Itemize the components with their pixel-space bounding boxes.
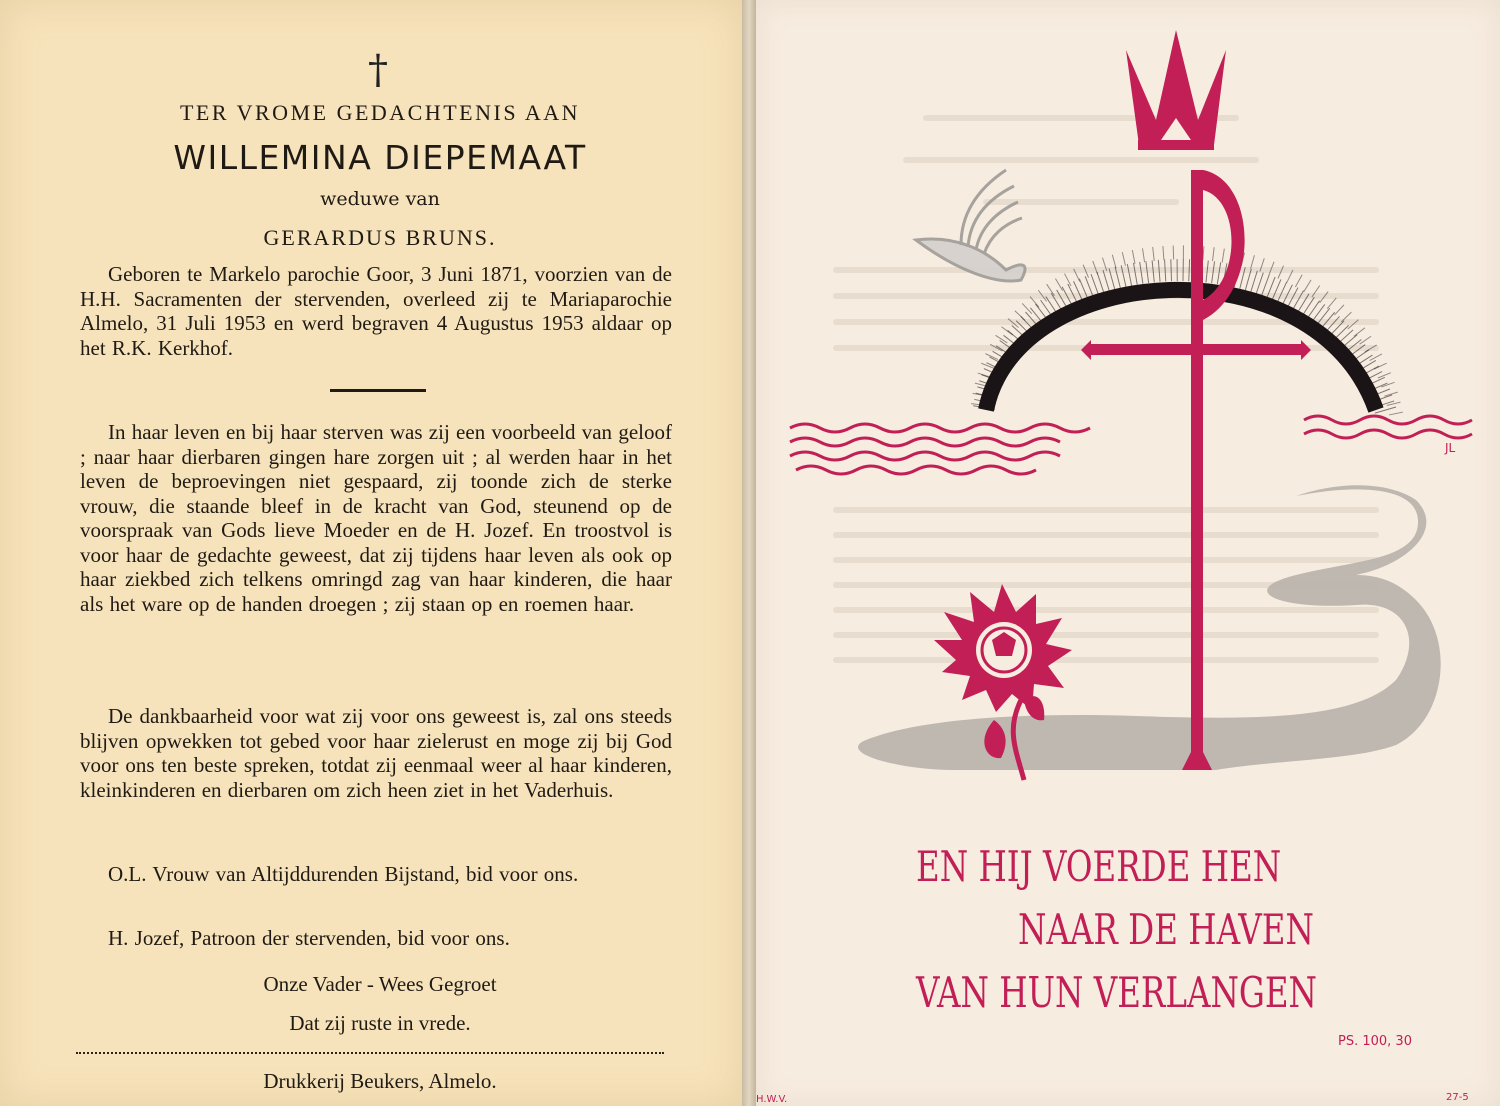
dotted-arch bbox=[978, 252, 1396, 414]
prayer-joseph: H. Jozef, Patroon der stervenden, bid voor ons. bbox=[108, 926, 510, 950]
psalm-reference: PS. 100, 30 bbox=[1338, 1034, 1412, 1049]
widow-of-label: weduwe van bbox=[320, 188, 440, 210]
motto-line-1: EN HIJ VOERDE HEN bbox=[916, 842, 1282, 891]
prayer-mary: O.L. Vrouw van Altijddurenden Bijstand, bid voor ons. bbox=[108, 862, 579, 886]
scan-gutter bbox=[742, 0, 756, 1106]
rest-in-peace-line: Dat zij ruste in vrede. bbox=[289, 1011, 471, 1035]
divider bbox=[330, 389, 426, 392]
memorial-card-text-side bbox=[0, 0, 742, 1106]
crown-icon bbox=[1126, 30, 1226, 150]
waves-left bbox=[790, 424, 1090, 474]
grey-shadow-path bbox=[858, 485, 1441, 770]
deceased-name: WILLEMINA DIEPEMAAT bbox=[173, 138, 587, 177]
dotted-divider bbox=[76, 1052, 664, 1054]
publisher-code-left: H.W.V. bbox=[756, 1094, 788, 1105]
motto-line-3: VAN HUN VERLANGEN bbox=[916, 968, 1317, 1017]
dove-icon bbox=[916, 170, 1025, 281]
artist-monogram: JL bbox=[1445, 441, 1456, 455]
cross-icon: † bbox=[368, 47, 388, 93]
life-paragraph: In haar leven en bij haar sterven was zij een voorbeeld van geloof ; naar haar dierbaren gingen hare zorgen uit ; al werden haar in het leven de beproevingen niet gespaard, zij toonde zich de sterke vrouw, die staande bleef in de kracht van God, steunend op de voorspraak van Gods lieve Moeder en de H. Jozef. En troostvol is voor haar de gedachte geweest, dat zij tijdens haar leven als ook op haar ziekbed zich telkens omringd zag van haar kinderen, die haar als het ware op de handen droegen ; zij staan op en roemen haar. bbox=[80, 420, 672, 616]
chi-rho-cross-icon bbox=[1081, 170, 1311, 770]
waves-right bbox=[1304, 416, 1472, 438]
gratitude-paragraph: De dankbaarheid voor wat zij voor ons geweest is, zal ons steeds blijven opwekken tot gebed voor haar zielerust en moge zij bij God voor ons ten beste spreken, totdat zij eenmaal weer al haar kinderen, kleinkinderen en dierbaren om zich heen ziet in het Vaderhuis. bbox=[80, 704, 672, 802]
memorial-card-image-side bbox=[756, 0, 1500, 1106]
motto-line-2: NAAR DE HAVEN bbox=[1018, 905, 1314, 954]
memorial-title: TER VROME GEDACHTENIS AAN bbox=[179, 100, 581, 125]
printer-credit: Drukkerij Beukers, Almelo. bbox=[263, 1069, 497, 1093]
birth-death-paragraph: Geboren te Markelo parochie Goor, 3 Juni 1871, voorzien van de H.H. Sacramenten der stervenden, overleed zij te Mariaparochie Almelo, 31 Juli 1953 en werd begraven 4 Augustus 1953 aldaar op het R.K. Kerkhof. bbox=[80, 262, 672, 360]
publisher-code-right: 27-5 bbox=[1446, 1092, 1469, 1103]
husband-name: GERARDUS BRUNS. bbox=[263, 225, 497, 250]
our-father-line: Onze Vader - Wees Gegroet bbox=[263, 972, 497, 996]
